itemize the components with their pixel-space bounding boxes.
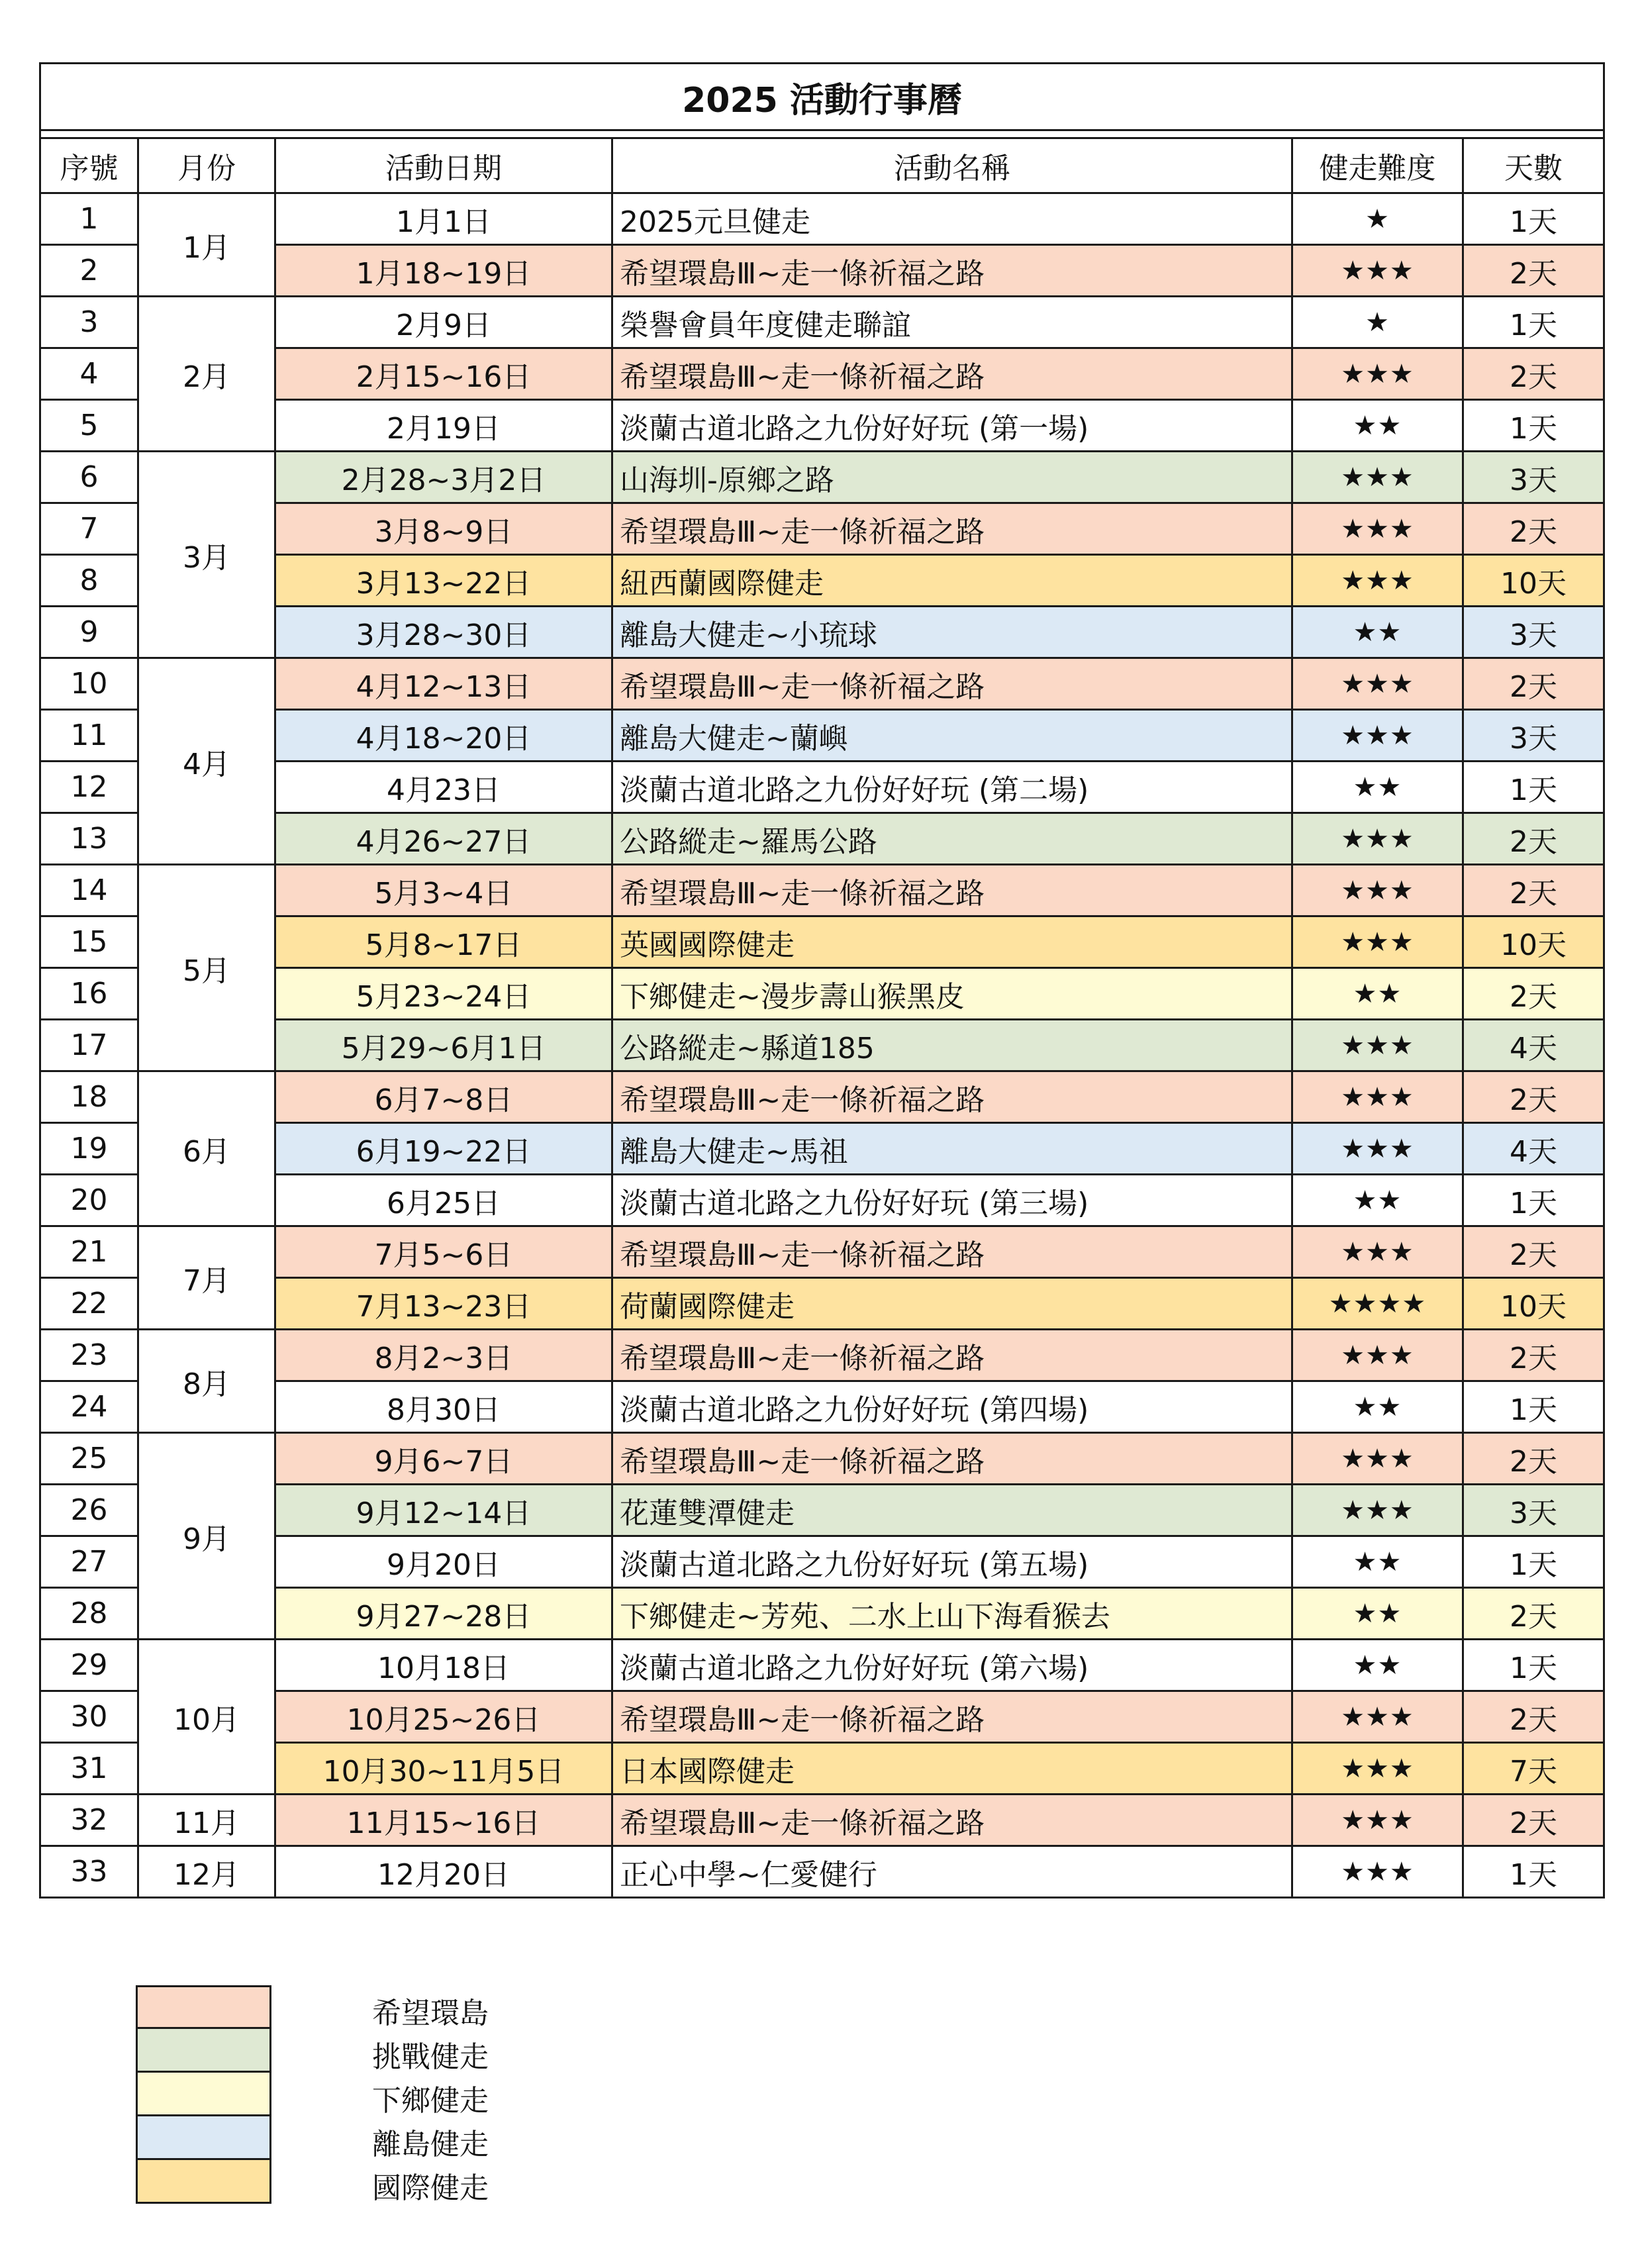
legend-swatch [136,2029,271,2073]
title-gap [40,130,1604,138]
month-cell: 1月 [138,193,275,297]
date-cell: 7月13~23日 [275,1278,612,1330]
difficulty-stars-cell: ★★ [1292,762,1463,813]
serial-cell: 22 [40,1278,138,1330]
date-cell: 1月18~19日 [275,245,612,297]
month-cell: 11月 [138,1795,275,1846]
table-row [40,1175,1604,1226]
activity-name-cell: 紐西蘭國際健走 [612,555,1292,607]
date-cell: 5月3~4日 [275,865,612,916]
month-cell: 12月 [138,1846,275,1898]
date-cell: 9月6~7日 [275,1433,612,1485]
serial-cell: 14 [40,865,138,916]
date-cell: 8月30日 [275,1381,612,1433]
days-cell: 1天 [1463,1381,1604,1433]
date-cell: 3月13~22日 [275,555,612,607]
date-cell: 4月26~27日 [275,813,612,865]
legend-label: 挑戰健走 [372,2040,489,2074]
difficulty-stars-cell: ★ [1292,297,1463,348]
legend-swatch [136,1985,271,2029]
days-cell: 3天 [1463,710,1604,762]
days-cell: 1天 [1463,1640,1604,1691]
serial-cell: 17 [40,1020,138,1071]
table-row [40,245,1604,297]
activity-name-cell: 希望環島Ⅲ~走一條祈福之路 [612,1071,1292,1123]
activity-name-cell: 希望環島Ⅲ~走一條祈福之路 [612,1691,1292,1743]
date-cell: 10月18日 [275,1640,612,1691]
activity-name-cell: 希望環島Ⅲ~走一條祈福之路 [612,1433,1292,1485]
month-cell: 9月 [138,1433,275,1640]
date-cell: 6月7~8日 [275,1071,612,1123]
serial-cell: 6 [40,452,138,503]
month-cell: 6月 [138,1071,275,1226]
date-cell: 9月27~28日 [275,1588,612,1640]
date-cell: 10月25~26日 [275,1691,612,1743]
page-title: 2025 活動行事曆 [40,64,1604,130]
days-cell: 1天 [1463,1536,1604,1588]
difficulty-stars-cell: ★★★ [1292,1795,1463,1846]
difficulty-stars-cell: ★★★ [1292,1433,1463,1485]
table-row [40,1278,1604,1330]
table-row [40,1226,1604,1278]
days-cell: 2天 [1463,1433,1604,1485]
serial-cell: 13 [40,813,138,865]
month-cell: 8月 [138,1330,275,1433]
date-cell: 3月28~30日 [275,607,612,658]
date-cell: 4月12~13日 [275,658,612,710]
table-row [40,813,1604,865]
table-header-row [40,138,1604,193]
date-cell: 8月2~3日 [275,1330,612,1381]
activity-name-cell: 山海圳-原鄉之路 [612,452,1292,503]
serial-cell: 24 [40,1381,138,1433]
activity-name-cell: 希望環島Ⅲ~走一條祈福之路 [612,1795,1292,1846]
difficulty-stars-cell: ★★★ [1292,813,1463,865]
difficulty-stars-cell: ★★★ [1292,658,1463,710]
difficulty-stars-cell: ★★ [1292,1381,1463,1433]
serial-cell: 29 [40,1640,138,1691]
days-cell: 2天 [1463,348,1604,400]
serial-cell: 33 [40,1846,138,1898]
serial-cell: 15 [40,916,138,968]
difficulty-stars-cell: ★★★ [1292,916,1463,968]
serial-cell: 2 [40,245,138,297]
serial-cell: 8 [40,555,138,607]
serial-cell: 3 [40,297,138,348]
serial-cell: 18 [40,1071,138,1123]
date-cell: 2月28~3月2日 [275,452,612,503]
table-row [40,1433,1604,1485]
serial-cell: 11 [40,710,138,762]
date-cell: 12月20日 [275,1846,612,1898]
difficulty-stars-cell: ★★★ [1292,1123,1463,1175]
month-cell: 10月 [138,1640,275,1795]
serial-cell: 28 [40,1588,138,1640]
difficulty-stars-cell: ★★★ [1292,1226,1463,1278]
activity-name-cell: 淡蘭古道北路之九份好好玩 (第六場) [612,1640,1292,1691]
activity-name-cell: 離島大健走~小琉球 [612,607,1292,658]
days-cell: 2天 [1463,1795,1604,1846]
activity-name-cell: 離島大健走~馬祖 [612,1123,1292,1175]
table-row [40,1743,1604,1795]
date-cell: 2月15~16日 [275,348,612,400]
days-cell: 2天 [1463,968,1604,1020]
days-cell: 1天 [1463,400,1604,452]
difficulty-stars-cell: ★★ [1292,1588,1463,1640]
table-row [40,1485,1604,1536]
difficulty-stars-cell: ★★ [1292,968,1463,1020]
days-cell: 4天 [1463,1020,1604,1071]
month-cell: 4月 [138,658,275,865]
serial-cell: 31 [40,1743,138,1795]
serial-cell: 20 [40,1175,138,1226]
table-row [40,607,1604,658]
date-cell: 6月19~22日 [275,1123,612,1175]
date-cell: 7月5~6日 [275,1226,612,1278]
days-cell: 2天 [1463,1330,1604,1381]
table-body [40,193,1604,1898]
table-row [40,1123,1604,1175]
activity-name-cell: 淡蘭古道北路之九份好好玩 (第五場) [612,1536,1292,1588]
activity-name-cell: 淡蘭古道北路之九份好好玩 (第三場) [612,1175,1292,1226]
table-row [40,1071,1604,1123]
table-row [40,1795,1604,1846]
table-row [40,710,1604,762]
legend-label: 希望環島 [372,1997,489,2030]
legend-swatch [136,2116,271,2160]
days-cell: 2天 [1463,1226,1604,1278]
table-row [40,762,1604,813]
days-cell: 1天 [1463,297,1604,348]
difficulty-stars-cell: ★★★ [1292,503,1463,555]
serial-cell: 4 [40,348,138,400]
legend-label: 國際健走 [372,2171,489,2205]
activity-name-cell: 淡蘭古道北路之九份好好玩 (第四場) [612,1381,1292,1433]
difficulty-stars-cell: ★★★ [1292,1071,1463,1123]
activity-name-cell: 希望環島Ⅲ~走一條祈福之路 [612,865,1292,916]
difficulty-stars-cell: ★★★ [1292,348,1463,400]
table-row [40,1330,1604,1381]
header-difficulty: 健走難度 [1292,138,1463,193]
date-cell: 1月1日 [275,193,612,245]
activity-name-cell: 榮譽會員年度健走聯誼 [612,297,1292,348]
serial-cell: 32 [40,1795,138,1846]
serial-cell: 21 [40,1226,138,1278]
difficulty-stars-cell: ★★★ [1292,1691,1463,1743]
difficulty-stars-cell: ★★★ [1292,245,1463,297]
difficulty-stars-cell: ★★★ [1292,865,1463,916]
days-cell: 7天 [1463,1743,1604,1795]
table-row [40,400,1604,452]
table-row [40,555,1604,607]
serial-cell: 7 [40,503,138,555]
serial-cell: 23 [40,1330,138,1381]
serial-cell: 19 [40,1123,138,1175]
month-cell: 3月 [138,452,275,658]
date-cell: 2月9日 [275,297,612,348]
difficulty-stars-cell: ★★ [1292,400,1463,452]
table-row [40,1691,1604,1743]
table-row [40,1536,1604,1588]
date-cell: 11月15~16日 [275,1795,612,1846]
activity-name-cell: 希望環島Ⅲ~走一條祈福之路 [612,1226,1292,1278]
difficulty-stars-cell: ★★★ [1292,1743,1463,1795]
difficulty-stars-cell: ★★★ [1292,555,1463,607]
activity-name-cell: 希望環島Ⅲ~走一條祈福之路 [612,1330,1292,1381]
table-row [40,968,1604,1020]
header-serial: 序號 [40,138,138,193]
date-cell: 9月12~14日 [275,1485,612,1536]
days-cell: 2天 [1463,1588,1604,1640]
date-cell: 10月30~11月5日 [275,1743,612,1795]
legend-swatch [136,2160,271,2204]
date-cell: 5月23~24日 [275,968,612,1020]
table-row [40,297,1604,348]
days-cell: 2天 [1463,813,1604,865]
legend-swatch [136,2073,271,2116]
days-cell: 1天 [1463,1846,1604,1898]
difficulty-stars-cell: ★★★ [1292,1485,1463,1536]
days-cell: 10天 [1463,555,1604,607]
date-cell: 3月8~9日 [275,503,612,555]
date-cell: 6月25日 [275,1175,612,1226]
activity-name-cell: 淡蘭古道北路之九份好好玩 (第一場) [612,400,1292,452]
serial-cell: 1 [40,193,138,245]
serial-cell: 27 [40,1536,138,1588]
days-cell: 2天 [1463,503,1604,555]
serial-cell: 16 [40,968,138,1020]
days-cell: 2天 [1463,865,1604,916]
table-row [40,1640,1604,1691]
activity-name-cell: 英國國際健走 [612,916,1292,968]
table-row [40,1588,1604,1640]
serial-cell: 26 [40,1485,138,1536]
activity-name-cell: 離島大健走~蘭嶼 [612,710,1292,762]
calendar-sheet [39,62,1603,1898]
activity-calendar-table [39,62,1605,1898]
activity-name-cell: 正心中學~仁愛健行 [612,1846,1292,1898]
header-date: 活動日期 [275,138,612,193]
table-row [40,916,1604,968]
days-cell: 3天 [1463,452,1604,503]
difficulty-stars-cell: ★★ [1292,607,1463,658]
header-name: 活動名稱 [612,138,1292,193]
date-cell: 4月23日 [275,762,612,813]
activity-name-cell: 下鄉健走~芳苑、二水上山下海看猴去 [612,1588,1292,1640]
date-cell: 9月20日 [275,1536,612,1588]
difficulty-stars-cell: ★★★ [1292,452,1463,503]
difficulty-stars-cell: ★★ [1292,1175,1463,1226]
difficulty-stars-cell: ★★★★ [1292,1278,1463,1330]
activity-name-cell: 希望環島Ⅲ~走一條祈福之路 [612,245,1292,297]
activity-name-cell: 公路縱走~羅馬公路 [612,813,1292,865]
table-row [40,1381,1604,1433]
serial-cell: 12 [40,762,138,813]
serial-cell: 9 [40,607,138,658]
table-row [40,1846,1604,1898]
serial-cell: 10 [40,658,138,710]
days-cell: 1天 [1463,193,1604,245]
days-cell: 2天 [1463,1071,1604,1123]
days-cell: 3天 [1463,1485,1604,1536]
table-row [40,503,1604,555]
difficulty-stars-cell: ★★ [1292,1640,1463,1691]
serial-cell: 30 [40,1691,138,1743]
date-cell: 5月29~6月1日 [275,1020,612,1071]
days-cell: 3天 [1463,607,1604,658]
header-days: 天數 [1463,138,1604,193]
activity-name-cell: 下鄉健走~漫步壽山猴黑皮 [612,968,1292,1020]
activity-name-cell: 公路縱走~縣道185 [612,1020,1292,1071]
date-cell: 2月19日 [275,400,612,452]
legend-label: 下鄉健走 [372,2084,489,2118]
legend-label: 離島健走 [372,2128,489,2161]
table-row [40,193,1604,245]
date-cell: 5月8~17日 [275,916,612,968]
days-cell: 2天 [1463,1691,1604,1743]
table-row [40,658,1604,710]
table-row [40,348,1604,400]
days-cell: 1天 [1463,762,1604,813]
days-cell: 10天 [1463,916,1604,968]
difficulty-stars-cell: ★★★ [1292,1846,1463,1898]
activity-name-cell: 荷蘭國際健走 [612,1278,1292,1330]
serial-cell: 5 [40,400,138,452]
activity-name-cell: 花蓮雙潭健走 [612,1485,1292,1536]
activity-name-cell: 希望環島Ⅲ~走一條祈福之路 [612,658,1292,710]
difficulty-stars-cell: ★★★ [1292,710,1463,762]
month-cell: 2月 [138,297,275,452]
activity-name-cell: 希望環島Ⅲ~走一條祈福之路 [612,348,1292,400]
days-cell: 2天 [1463,658,1604,710]
days-cell: 2天 [1463,245,1604,297]
serial-cell: 25 [40,1433,138,1485]
month-cell: 7月 [138,1226,275,1330]
table-row [40,1020,1604,1071]
days-cell: 1天 [1463,1175,1604,1226]
days-cell: 10天 [1463,1278,1604,1330]
activity-name-cell: 2025元旦健走 [612,193,1292,245]
month-cell: 5月 [138,865,275,1071]
days-cell: 4天 [1463,1123,1604,1175]
activity-name-cell: 日本國際健走 [612,1743,1292,1795]
difficulty-stars-cell: ★★★ [1292,1020,1463,1071]
date-cell: 4月18~20日 [275,710,612,762]
difficulty-stars-cell: ★★★ [1292,1330,1463,1381]
activity-name-cell: 淡蘭古道北路之九份好好玩 (第二場) [612,762,1292,813]
activity-name-cell: 希望環島Ⅲ~走一條祈福之路 [612,503,1292,555]
table-row [40,865,1604,916]
difficulty-stars-cell: ★★ [1292,1536,1463,1588]
difficulty-stars-cell: ★ [1292,193,1463,245]
header-month: 月份 [138,138,275,193]
table-row [40,452,1604,503]
